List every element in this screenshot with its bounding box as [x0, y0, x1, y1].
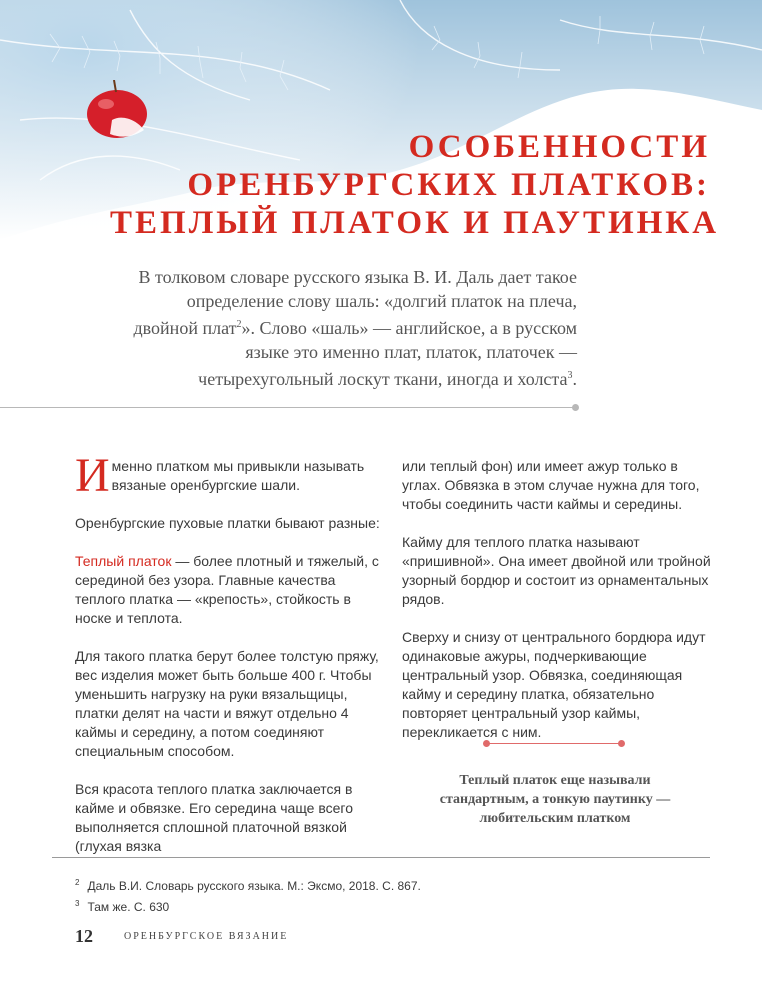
paragraph-5: Вся красота теплого платка заключается в кайме и обвязке. Его середина чаще всего выполняется сплошной платочной вязкой (глухая вязка [75, 781, 354, 854]
lead-line-1: В толковом словаре русского языка В. И. Даль дает такое [138, 267, 577, 287]
drop-cap: И [75, 449, 110, 502]
paragraph-3-text: — более плотный и тяжелый, с серединой без узора. Главные качества теплого платка — «крепость», стойкость в носке и теплота. [75, 553, 379, 626]
lead-line-3 [57, 313, 577, 340]
lead-line-3b: ». Слово «шаль» — английское, а в русском [241, 318, 577, 338]
footnote-3 [75, 895, 421, 916]
paragraph-4: Для такого платка берут более толстую пряжу, вес изделия может быть больше 400 г. Чтобы уменьшить нагрузку на руки вязальщицы, платки делят на части и вяжут отдельно 4 каймы и середину, а потом соединяют специальным способом. [75, 648, 379, 759]
divider-top [0, 407, 575, 408]
footnote-ref-2: 2 [236, 319, 242, 330]
footnote-2 [75, 874, 421, 895]
paragraph-3 [75, 552, 387, 628]
quote-divider [486, 743, 621, 744]
divider-dot [572, 404, 579, 411]
page-number: 12 [75, 926, 93, 946]
lead-line-5b: . [572, 369, 577, 389]
term-warm-shawl: Теплый платок [75, 553, 172, 569]
footnote-text: Там же. С. 630 [87, 900, 170, 914]
pull-quote: Теплый платок еще называли стандартным, а тонкую паутинку — любительским платком [439, 773, 671, 826]
lead-line-4: языке это именно плат, платок, платочек — [245, 342, 577, 362]
title-line-3: ТЕПЛЫЙ ПЛАТОК И ПАУТИНКА [110, 205, 720, 241]
left-column [75, 449, 387, 875]
footnote-divider [52, 857, 710, 858]
footnote-number: 3 [75, 899, 80, 908]
title-line-1: ОСОБЕННОСТИ [408, 129, 710, 165]
paragraph-2: Оренбургские пуховые платки бывают разные: [75, 515, 380, 531]
lead-line-2: определение слову шаль: «долгий платок на плеча, [186, 291, 577, 311]
paragraph-1-text: менно платком мы привыкли называть вязаные оренбургские шали. [111, 458, 365, 493]
footnote-ref-3: 3 [567, 370, 573, 381]
paragraph-6: или теплый фон) или имеет ажур только в углах. Обвязка в этом случае нужна для того, чтобы соединить части каймы и середины. [402, 458, 700, 512]
running-title: ОРЕНБУРГСКОЕ ВЯЗАНИЕ [124, 931, 289, 942]
lead-paragraph [57, 265, 577, 391]
right-column [402, 457, 712, 761]
lead-line-5a: четырехугольный лоскут ткани, иногда и холста [198, 369, 568, 389]
footnotes [75, 874, 421, 916]
footnote-text: Даль В.И. Словарь русского языка. М.: Эксмо, 2018. С. 867. [87, 879, 421, 893]
footnote-number: 2 [75, 878, 80, 887]
title-line-2: ОРЕНБУРГСКИХ ПЛАТКОВ: [187, 167, 710, 203]
lead-line-3a: двойной плат [133, 318, 237, 338]
page-title [110, 128, 720, 242]
quote-divider-dot-left [483, 740, 490, 747]
paragraph-7: Кайму для теплого платка называют «пришивной». Она имеет двойной или тройной узорный бордюр и состоит из орнаментальных рядов. [402, 534, 711, 607]
quote-divider-dot-right [618, 740, 625, 747]
lead-line-5 [57, 364, 577, 391]
paragraph-8: Сверху и снизу от центрального бордюра идут одинаковые ажуры, подчеркивающие центральный узор. Обвязка, соединяющая кайму и середину платка, обязательно повторяет центральный узор каймы, перекликается с ним. [402, 629, 706, 740]
paragraph-1 [75, 449, 387, 502]
